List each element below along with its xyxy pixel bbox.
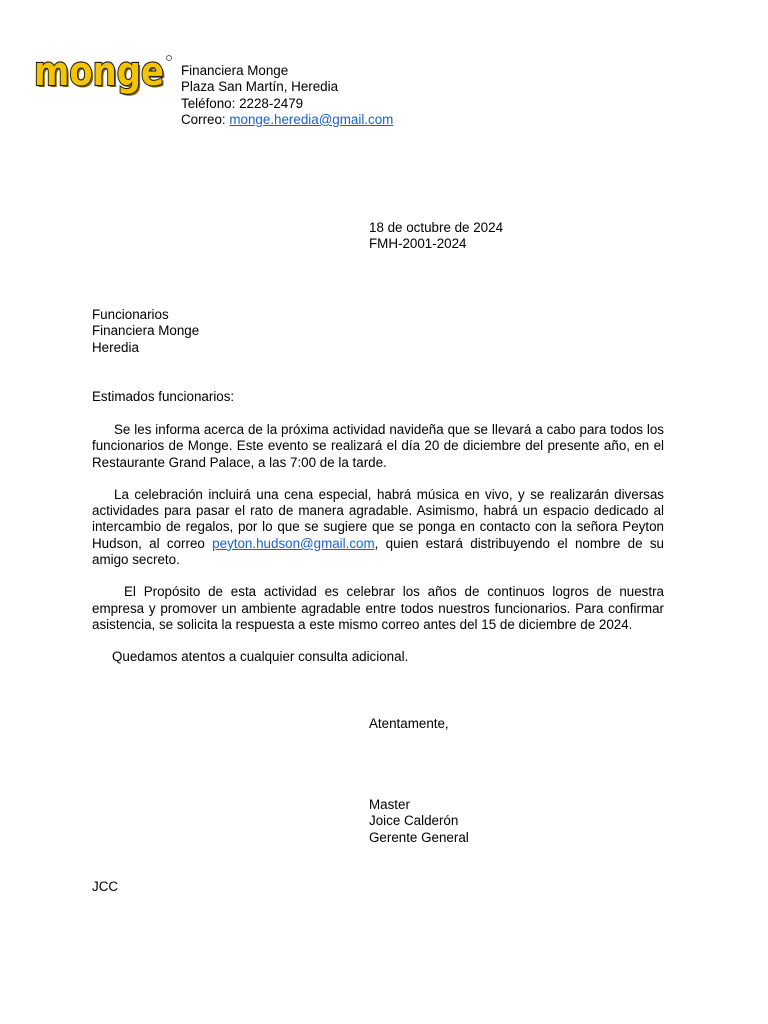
farewell: Atentamente, [369,716,449,731]
company-address: Plaza San Martín, Heredia [181,79,339,95]
body-paragraph-2 [92,487,664,568]
company-phone: Teléfono: 2228-2479 [181,95,304,111]
signer-position: Gerente General [369,829,469,845]
typist-initials: JCC [92,879,119,894]
recipient-line-1: Funcionarios [92,307,169,322]
paragraph-2-text-after: , quien estará distribuyendo el nombre de su amigo secreto. [92,535,664,568]
letter-body [92,422,664,682]
logo-shadow: monge [36,51,166,96]
sender-header [181,63,393,128]
letter-reference: FMH-2001-2024 [369,236,467,252]
recipient-line-2: Financiera Monge [92,323,200,339]
date-block [369,220,503,253]
paragraph-2-text-before: La celebración incluirá una cena especial, habrá música en vivo, y se realizarán diversas actividades para pasar el rato de manera agradable. Asimismo, habrá un espacio dedicado al intercambio de regalos, por lo que se sugiere que se ponga en contacto con la señora Peyton Hudson, al correo [92,486,664,551]
recipient-block [92,307,199,356]
company-email-line [181,112,393,128]
body-paragraph-1: Se les informa acerca de la próxima actividad navideña que se llevará a cabo para todos los funcionarios de Monge. Este evento se realizará el día 20 de diciembre del presente año, en el Restaurante Grand Palace, a las 7:00 de la tarde. [92,422,664,470]
signature-block [369,797,469,846]
company-email-link[interactable]: monge.heredia@gmail.com [229,111,394,127]
monge-logo [33,50,173,96]
body-paragraph-3: El Propósito de esta actividad es celebrar los años de continuos logros de nuestra empresa y promover un ambiente agradable entre todos nuestros funcionarios. Para confirmar asistencia, se solicita la respuesta a este mismo correo antes del 15 de diciembre de 2024. [92,584,664,632]
greeting: Estimados funcionarios: [92,389,235,404]
contact-email-link[interactable]: peyton.hudson@gmail.com [212,535,375,551]
signer-title: Master [369,797,410,812]
signer-name: Joice Calderón [369,813,459,829]
registered-mark-icon [167,56,172,61]
logo-text: monge [34,50,164,95]
recipient-line-3: Heredia [92,339,139,355]
company-name: Financiera Monge [181,63,289,78]
email-label: Correo: [181,111,230,127]
letter-date: 18 de octubre de 2024 [369,220,504,235]
closing-line: Quedamos atentos a cualquier consulta adicional. [112,649,409,665]
